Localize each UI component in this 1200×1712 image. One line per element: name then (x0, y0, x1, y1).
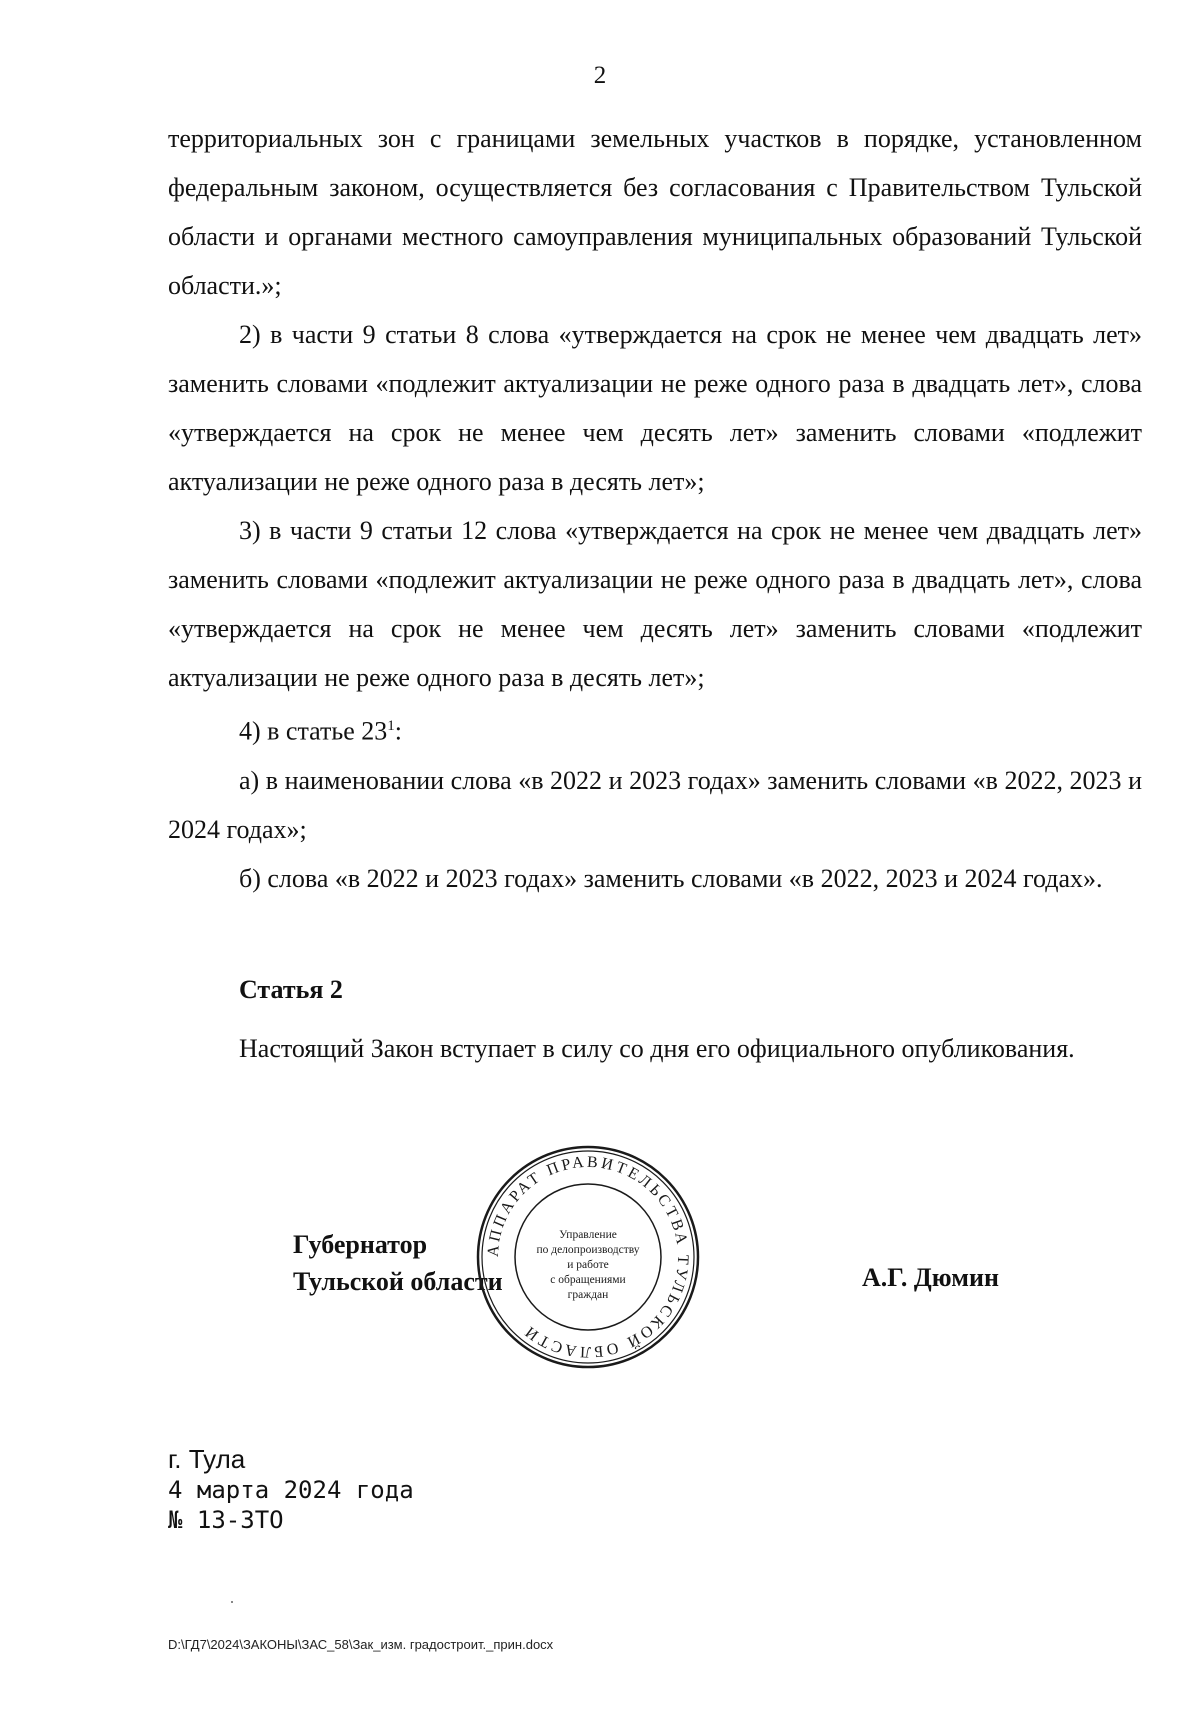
paragraph-continuation: территориальных зон с границами земельных участков в порядке, установленном федеральным законом, осуществляется без согласования с Правительством Тульской области и органами местного самоуправления муниципальных образований Тульской области.»; (168, 124, 1142, 300)
item4-suffix: : (394, 716, 403, 746)
file-path-footer: D:\ГД7\2024\ЗАКОНЫ\ЗАС_58\Зак_изм. градостроит._прин.docx (168, 1637, 554, 1652)
law-number: № 13-ЗТО (168, 1506, 284, 1534)
stamp-inner-line: с обращениями (550, 1274, 626, 1286)
document-body (168, 114, 1142, 903)
paragraph-item-3: 3) в части 9 статьи 12 слова «утверждается на срок не менее чем двадцать лет» заменить словами «подлежит актуализации не реже одного раза в двадцать лет», слова «утверждается на срок не менее чем десять лет» заменить словами «подлежит актуализации не реже одного раза в десять лет»; (168, 516, 1142, 692)
law-date: 4 марта 2024 года (168, 1476, 414, 1504)
stamp-inner-line: и работе (567, 1259, 609, 1271)
article-2-heading: Статья 2 (239, 975, 343, 1004)
item4-superscript: 1 (387, 718, 395, 734)
paragraph-item-2: 2) в части 9 статьи 8 слова «утверждается на срок не менее чем двадцать лет» заменить словами «подлежит актуализации не реже одного раза в двадцать лет», слова «утверждается на срок не менее чем десять лет» заменить словами «подлежит актуализации не реже одного раза в десять лет»; (168, 320, 1142, 496)
paragraph-subitem-a: а) в наименовании слова «в 2022 и 2023 годах» заменить словами «в 2022, 2023 и 2024 годах»; (168, 765, 1142, 844)
stamp-outer-text: АППАРАТ ПРАВИТЕЛЬСТВА ТУЛЬСКОЙ ОБЛАСТИ (484, 1153, 692, 1361)
paragraph-subitem-b: б) слова «в 2022 и 2023 годах» заменить словами «в 2022, 2023 и 2024 годах». (239, 863, 1103, 893)
place-and-date (168, 1443, 414, 1535)
official-stamp (473, 1142, 703, 1372)
signatory-title (293, 1226, 503, 1300)
stamp-inner-line: Управление (559, 1229, 617, 1241)
scan-speck (231, 1601, 233, 1603)
stamp-inner-line: граждан (567, 1289, 609, 1301)
stamp-inner-line: по делопроизводству (536, 1244, 640, 1256)
paragraph-item-4 (168, 702, 1142, 756)
city: г. Тула (168, 1444, 246, 1474)
signatory-title-line2: Тульской области (293, 1267, 503, 1296)
page-number: 2 (593, 62, 607, 89)
article-2-body: Настоящий Закон вступает в силу со дня его официального опубликования. (239, 1034, 1075, 1063)
item4-text: 4) в статье 23 (239, 716, 388, 746)
signatory-name: А.Г. Дюмин (862, 1263, 999, 1292)
signatory-title-line1: Губернатор (293, 1230, 428, 1259)
